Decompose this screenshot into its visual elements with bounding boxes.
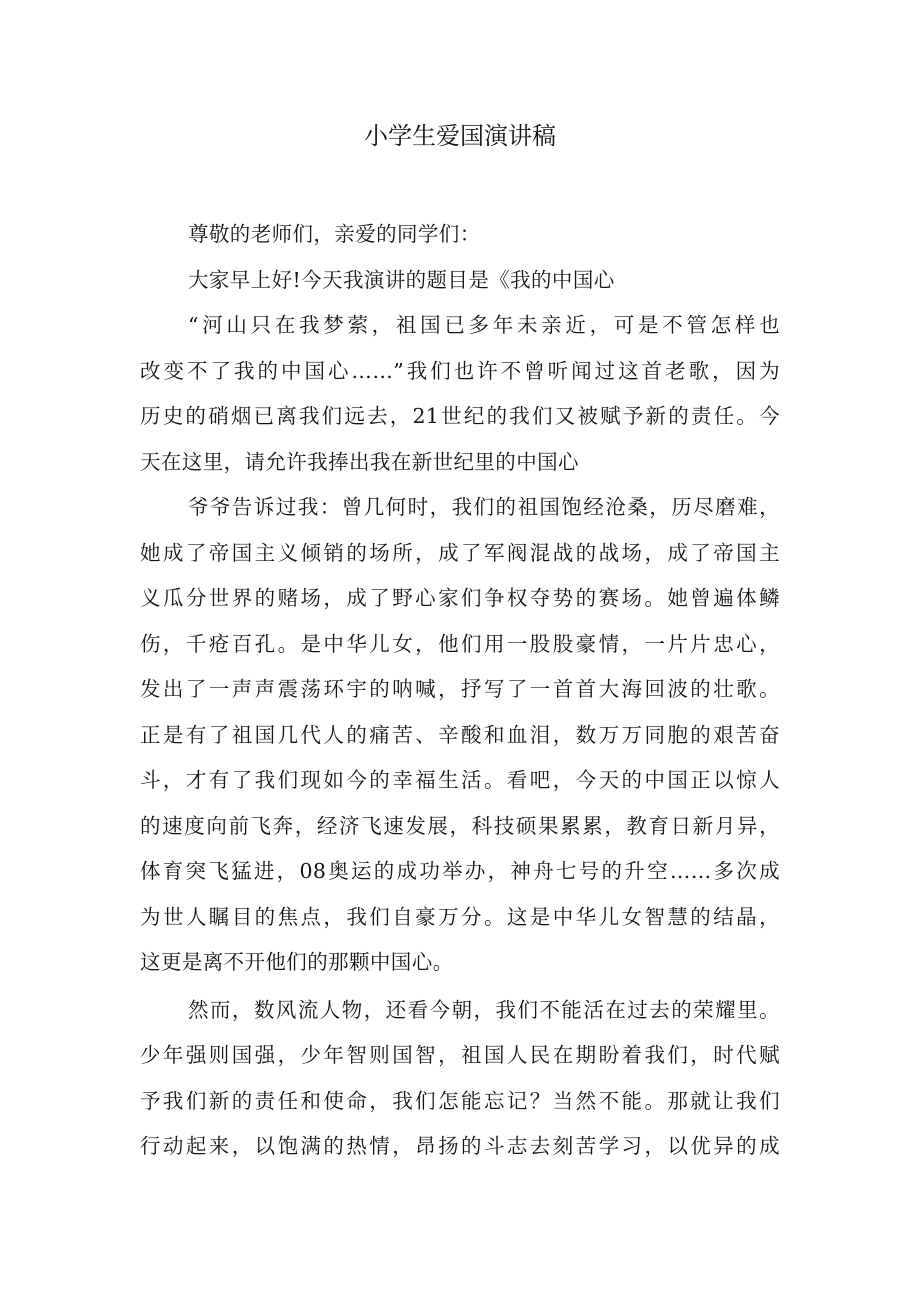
paragraph-line: 正是有了祖国几代人的痛苦、辛酸和血泪，数万万同胞的艰苦奋 xyxy=(140,722,780,747)
paragraph-line: 的速度向前飞奔，经济飞速发展，科技硕果累累，教育日新月异， xyxy=(140,813,780,838)
paragraph-line: 这更是离不开他们的那颗中国心。 xyxy=(140,950,454,974)
paragraph-line: 历史的硝烟已离我们远去，21世纪的我们又被赋予新的责任。今 xyxy=(140,404,780,428)
paragraph-line: 伤，千疮百孔。是中华儿女，他们用一股股豪情，一片片忠心， xyxy=(140,631,780,656)
paragraph-line: 改变不了我的中国心……”我们也许不曾听闻过这首老歌，因为 xyxy=(140,358,780,383)
paragraph-line: “河山只在我梦萦，祖国已多年未亲近，可是不管怎样也 xyxy=(188,313,780,337)
salutation-line: 尊敬的老师们，亲爱的同学们： xyxy=(188,222,481,246)
paragraph-line: 她成了帝国主义倾销的场所，成了军阀混战的战场，成了帝国主 xyxy=(140,540,780,565)
paragraph-line: 斗，才有了我们现如今的幸福生活。看吧，今天的中国正以惊人 xyxy=(140,768,780,792)
paragraph-line: 发出了一声声震荡环宇的呐喊，抒写了一首首大海回波的壮歌。 xyxy=(140,677,780,701)
greeting-line: 大家早上好!今天我演讲的题目是《我的中国心 xyxy=(188,267,615,292)
paragraph-line: 行动起来，以饱满的热情，昂扬的斗志去刻苦学习，以优异的成 xyxy=(140,1134,780,1158)
paragraph-line: 爷爷告诉过我：曾几何时，我们的祖国饱经沧桑，历尽磨难， xyxy=(188,495,780,519)
paragraph-line: 体育突飞猛进，08奥运的成功举办，神舟七号的升空……多次成 xyxy=(140,859,780,883)
document-title: 小学生爱国演讲稿 xyxy=(364,122,556,150)
paragraph-line: 为世人瞩目的焦点，我们自豪万分。这是中华儿女智慧的结晶， xyxy=(140,904,780,929)
document-body xyxy=(140,212,780,1170)
paragraph-line: 予我们新的责任和使命，我们怎能忘记？当然不能。那就让我们 xyxy=(140,1088,780,1113)
paragraph-line: 少年强则国强，少年智则国智，祖国人民在期盼着我们，时代赋 xyxy=(140,1043,780,1067)
paragraph-line: 义瓜分世界的赌场，成了野心家们争权夺势的赛场。她曾遍体鳞 xyxy=(140,586,780,610)
paragraph-line: 然而，数风流人物，还看今朝，我们不能活在过去的荣耀里。 xyxy=(188,997,780,1022)
paragraph-line: 天在这里，请允许我捧出我在新世纪里的中国心 xyxy=(140,449,579,474)
